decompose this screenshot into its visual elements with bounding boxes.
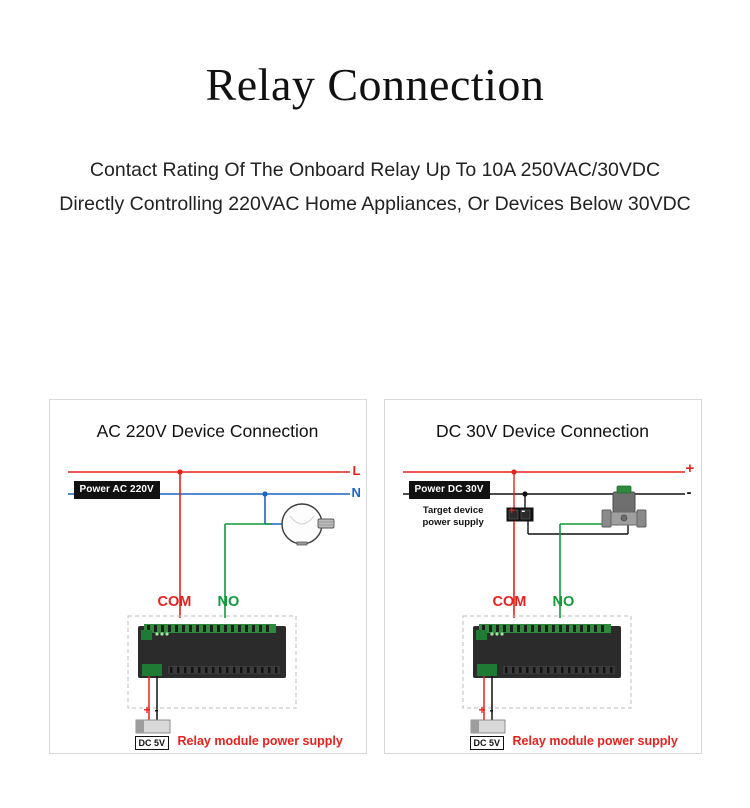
dc-dc5v-minus: - [489,703,494,717]
dc-com-label: COM [492,594,527,610]
dc-no-label: NO [552,594,575,610]
dc-positive-label: + [685,460,695,477]
ac-device-connection-panel [49,399,367,754]
light-bulb-icon [282,504,334,545]
dc-target-supply-minus: - [521,505,526,517]
ac-no-label: NO [217,594,240,610]
relay-board-graphic [138,624,286,678]
dc-dc5v-box-label: DC 5V [470,736,505,750]
ac-relay-power-caption: Relay module power supply [177,734,343,748]
page-subtitle [0,153,750,221]
subtitle-line-1: Contact Rating Of The Onboard Relay Up To 10A 250VAC/30VDC [89,159,661,181]
ac-power-source-label: Power AC 220V [74,481,160,499]
dc-target-supply-caption [423,505,484,529]
ac-panel-diagram [50,448,366,753]
ac-dc5v-minus: - [154,703,159,717]
solenoid-valve-icon [602,486,646,527]
relay-board-graphic [473,624,621,678]
dc-power-source-label: Power DC 30V [409,481,490,499]
ac-panel-title: AC 220V Device Connection [96,421,319,441]
page-title: Relay Connection [205,59,545,110]
relay-connection-infographic [0,58,750,808]
dc-panel-diagram [385,448,701,753]
ac-dc5v-box-label: DC 5V [135,736,170,750]
ac-dc5v-plus: + [143,703,151,717]
dc-device-connection-panel [384,399,702,754]
dc-target-supply-line2: power supply [422,516,484,528]
dc-relay-power-caption: Relay module power supply [512,734,678,748]
footer-spacer [0,792,750,808]
subtitle-line-2: Directly Controlling 220VAC Home Appliances, Or Devices Below 30VDC [59,193,691,216]
ac-com-label: COM [157,594,192,610]
dc-target-supply-line1: Target device [422,505,484,516]
dc-target-supply-plus: + [508,505,515,517]
ac-neutral-label: N [351,485,361,500]
dc-negative-label: - [686,484,692,501]
ac-live-label: L [352,463,361,478]
dc-panel-title: DC 30V Device Connection [435,421,650,441]
dc-dc5v-plus: + [478,703,486,717]
diagram-panels [0,399,750,754]
